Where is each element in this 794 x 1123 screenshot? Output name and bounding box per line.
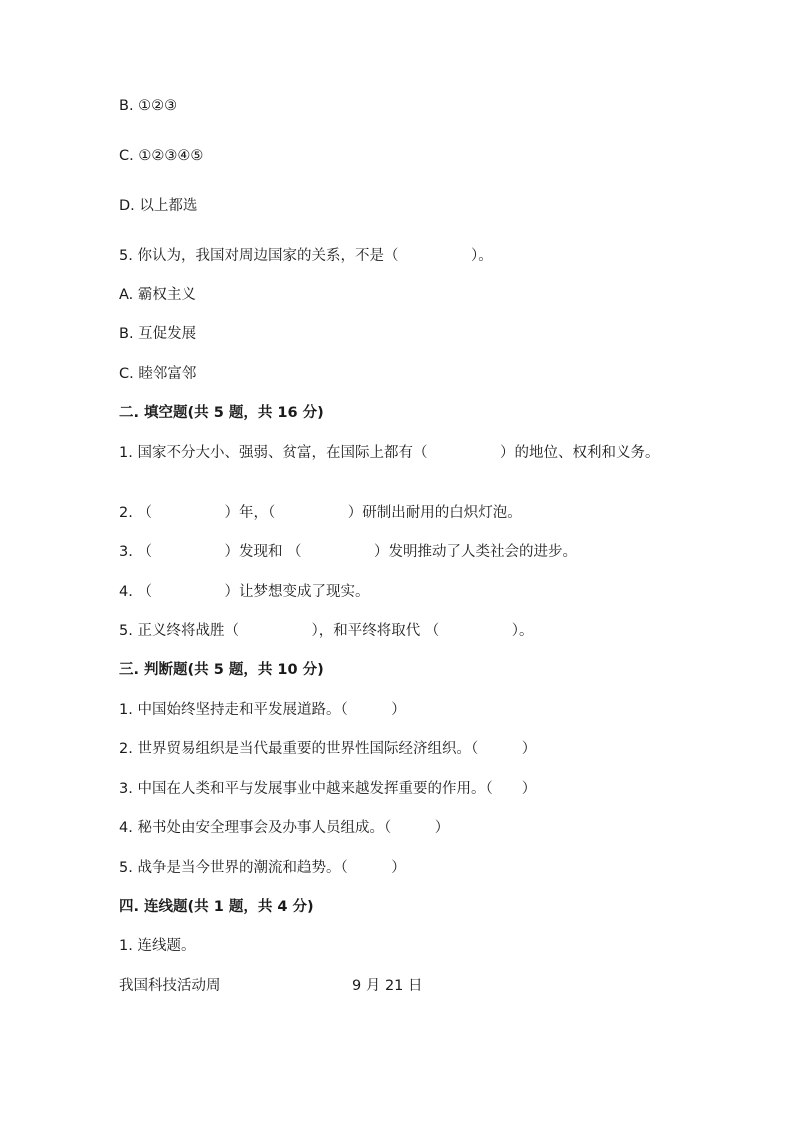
true-false-item-5: 5. 战争是当今世界的潮流和趋势。（ ） bbox=[119, 860, 406, 876]
section-fill-blank-title: 二. 填空题(共 5 题，共 16 分) bbox=[119, 405, 324, 421]
section-matching-title: 四. 连线题(共 1 题，共 4 分) bbox=[119, 899, 314, 915]
true-false-item-2: 2. 世界贸易组织是当代最重要的世界性国际经济组织。（ ） bbox=[119, 741, 537, 757]
true-false-item-3: 3. 中国在人类和平与发展事业中越来越发挥重要的作用。（ ） bbox=[119, 781, 537, 797]
matching-row bbox=[119, 976, 679, 996]
q5-option-a: A. 霸权主义 bbox=[119, 287, 196, 303]
question-5-stem: 5. 你认为，我国对周边国家的关系，不是（ ）。 bbox=[119, 248, 493, 264]
option-d: D. 以上都选 bbox=[119, 198, 198, 214]
q5-option-c: C. 睦邻富邻 bbox=[119, 366, 197, 382]
matching-right-item: 9 月 21 日 bbox=[352, 978, 423, 994]
fill-blank-item-5: 5. 正义终将战胜（ ），和平终将取代 （ ）。 bbox=[119, 623, 534, 639]
fill-blank-item-3: 3. （ ）发现和 （ ）发明推动了人类社会的进步。 bbox=[119, 544, 578, 560]
matching-question: 1. 连线题。 bbox=[119, 938, 196, 954]
matching-left-item: 我国科技活动周 bbox=[119, 978, 221, 994]
true-false-item-1: 1. 中国始终坚持走和平发展道路。（ ） bbox=[119, 702, 406, 718]
q5-option-b: B. 互促发展 bbox=[119, 326, 197, 342]
option-c: C. ①②③④⑤ bbox=[119, 148, 204, 164]
true-false-item-4: 4. 秘书处由安全理事会及办事人员组成。（ ） bbox=[119, 820, 450, 836]
fill-blank-item-2: 2. （ ）年，（ ）研制出耐用的白炽灯泡。 bbox=[119, 505, 522, 521]
section-true-false-title: 三. 判断题(共 5 题，共 10 分) bbox=[119, 662, 324, 678]
option-b: B. ①②③ bbox=[119, 98, 178, 114]
fill-blank-item-1: 1. 国家不分大小、强弱、贫富，在国际上都有（ ）的地位、权利和义务。 bbox=[119, 445, 660, 461]
fill-blank-item-4: 4. （ ）让梦想变成了现实。 bbox=[119, 584, 370, 600]
